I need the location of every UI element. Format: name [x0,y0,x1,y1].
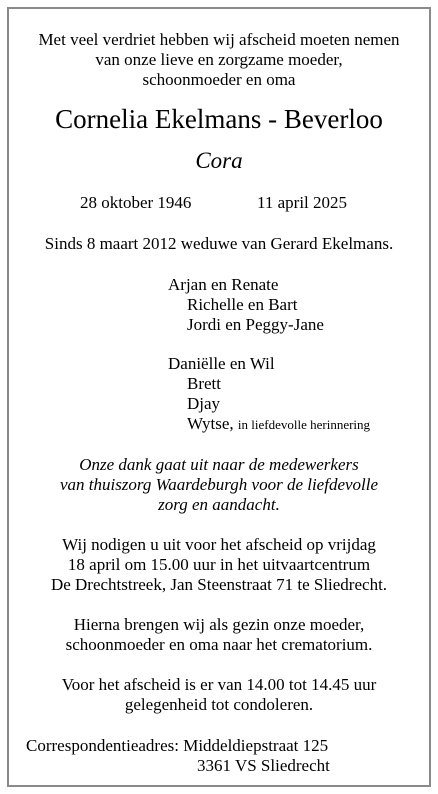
family-grandchild: Richelle en Bart [187,295,298,314]
family-grandchild: Djay [187,394,221,413]
death-date: 11 april 2025 [257,193,348,212]
deceased-name: Cornelia Ekelmans - Beverloo [55,104,383,134]
cremation-line-2: schoonmoeder en oma naar het crematorium. [65,635,373,654]
deceased-nickname: Cora [195,148,243,173]
condolence-line-2: gelegenheid tot condoleren. [124,695,314,714]
cremation-line-1: Hierna brengen wij als gezin onze moeder, [73,615,365,634]
widow-line: Sinds 8 maart 2012 weduwe van Gerard Ekelmans. [44,234,394,253]
family-grandchild: Wytse, [187,414,234,433]
memorial-note: in liefdevolle herinnering [237,417,371,432]
correspondence-postal-city: 3361 VS Sliedrecht [197,756,330,775]
family-grandchild: Jordi en Peggy-Jane [187,315,324,334]
intro-line-2: van onze lieve en zorgzame moeder, [95,50,343,69]
invitation-line-3: De Drechtstreek, Jan Steenstraat 71 te Sliedrecht. [50,575,388,594]
thanks-line-1: Onze dank gaat uit naar de medewerkers [79,455,359,474]
birth-date: 28 oktober 1946 [80,193,192,212]
family-grandchild-memorial [187,415,370,432]
intro-line-3: schoonmoeder en oma [142,70,296,89]
family-grandchild: Brett [187,374,221,393]
correspondence-address: Correspondentieadres: Middeldiepstraat 125 [26,736,329,755]
invitation-line-1: Wij nodigen u uit voor het afscheid op vrijdag [62,535,376,554]
invitation-line-2: 18 april om 15.00 uur in het uitvaartcentrum [67,555,371,574]
family-couple-2: Daniëlle en Wil [168,354,275,373]
intro-line-1: Met veel verdriet hebben wij afscheid moeten nemen [38,30,400,49]
family-couple-1: Arjan en Renate [168,275,279,294]
condolence-line-1: Voor het afscheid is er van 14.00 tot 14.45 uur [61,675,377,694]
thanks-line-2: van thuiszorg Waardeburgh voor de liefdevolle [59,475,379,494]
thanks-line-3: zorg en aandacht. [158,495,280,514]
